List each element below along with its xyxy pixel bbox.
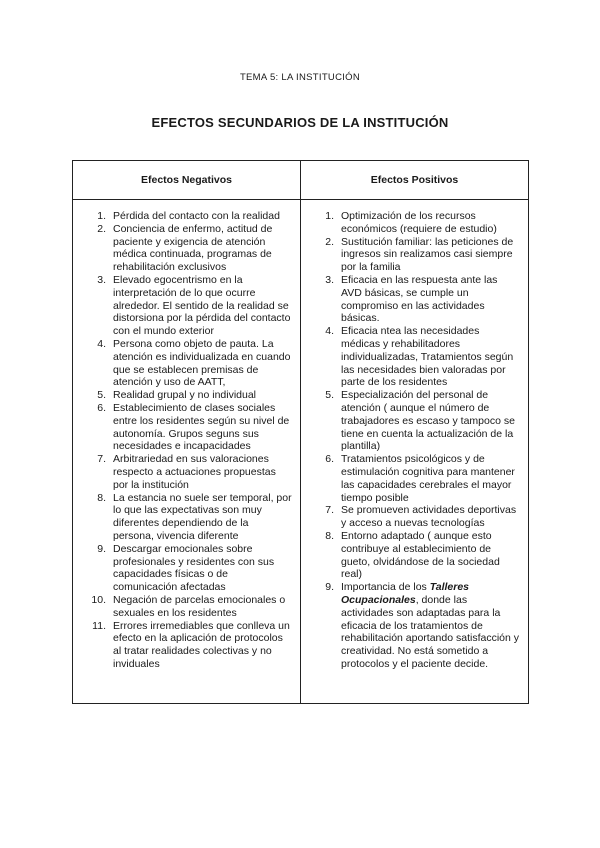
list-item <box>305 530 520 581</box>
item-text: Errores irremediables que conlleva un efecto en la aplicación de protocolos al tratar realidades colectivas y no inviduales <box>113 619 290 670</box>
item-text: La estancia no suele ser temporal, por lo que las expectativas son muy diferentes dependiendo de la persona, vivencia diferente <box>113 491 292 542</box>
list-item <box>77 543 292 594</box>
item-number: 7. <box>97 453 106 466</box>
list-item <box>77 492 292 543</box>
positive-effects-list <box>305 210 520 671</box>
document-title: EFECTOS SECUNDARIOS DE LA INSTITUCIÓN <box>151 115 449 130</box>
negative-effects-header: Efectos Negativos <box>73 161 301 200</box>
positive-effects-header: Efectos Positivos <box>301 161 529 200</box>
item-text: Optimización de los recursos económicos (requiere de estudio) <box>341 210 497 235</box>
item-text: Especialización del personal de atención ( aunque el número de trabajadores es escaso y tampoco se tiene en cuenta la actualización de la plantilla) <box>341 389 515 453</box>
item-text: Elevado egocentrismo en la interpretación de lo que ocurre alrededor. El sentido de la realidad se distorsiona por la pérdida del contacto con el mundo exterior <box>113 273 291 338</box>
list-item <box>77 402 292 453</box>
list-item <box>305 581 520 671</box>
item-text: Arbitrariedad en sus valoraciones respecto a actuaciones propuestas por la institución <box>113 453 276 491</box>
item-text: Sustitución familiar: las peticiones de ingresos sin realizamos casi siempre por la familia <box>341 235 514 274</box>
list-item <box>77 338 292 389</box>
item-text: Establecimiento de clases sociales entre los residentes según su nivel de autonomía. Grupos seguns sus necesidades e incapacidades <box>113 401 290 453</box>
list-item <box>305 504 520 530</box>
emphasis-text: Talleres Ocupacionales <box>341 581 470 606</box>
list-item <box>305 274 520 325</box>
item-number: 4. <box>325 325 334 338</box>
item-number: 10. <box>91 593 106 606</box>
item-number: 3. <box>325 273 334 286</box>
effects-table <box>72 160 529 704</box>
item-text: Pérdida del contacto con la realidad <box>113 210 280 222</box>
item-number: 9. <box>325 581 334 594</box>
item-text <box>341 581 520 671</box>
item-number: 3. <box>97 273 106 286</box>
item-number: 5. <box>325 389 334 402</box>
item-number: 6. <box>325 453 334 466</box>
negative-effects-cell <box>73 200 301 704</box>
list-item <box>77 453 292 491</box>
positive-effects-cell <box>301 200 529 704</box>
item-number: 1. <box>97 210 106 222</box>
list-item <box>77 389 292 402</box>
item-text: Eficacia en las respuesta ante las AVD básicas, se cumple un compromiso en las actividades básicas. <box>341 273 498 325</box>
page-header: TEMA 5: LA INSTITUCIÓN <box>239 72 361 83</box>
item-number: 11. <box>92 619 106 632</box>
item-text: Descargar emocionales sobre profesionales y residentes con sus capacidades físicas o de comunicación afectadas <box>113 542 275 594</box>
item-number: 4. <box>97 337 106 350</box>
item-number: 2. <box>325 235 334 248</box>
list-item <box>305 389 520 453</box>
item-text: Persona como objeto de pauta. La atención es individualizada en cuando que se establecen premisas de atención y uso de AATT, <box>113 337 291 389</box>
item-number: 1. <box>325 210 334 222</box>
item-number: 5. <box>97 389 106 402</box>
list-item <box>77 210 292 223</box>
item-number: 9. <box>97 542 106 555</box>
item-text: Realidad grupal y no individual <box>113 389 257 402</box>
list-item <box>77 620 292 671</box>
list-item <box>305 236 520 274</box>
item-text: Tratamientos psicológicos y de estimulación cognitiva para mantener las capacidades cerebrales el mayor tiempo posible <box>341 453 515 504</box>
list-item <box>77 594 292 620</box>
list-item <box>77 223 292 274</box>
item-text: Entorno adaptado ( aunque esto contribuye al establecimiento de gueto, olvidándose de la sociedad real) <box>341 529 500 581</box>
item-text: Negación de parcelas emocionales o sexuales en los residentes <box>113 593 286 619</box>
item-number: 7. <box>325 504 334 517</box>
item-text: Eficacia ntea las necesidades médicas y rehabilitadores individualizadas, Tratamientos según las necesidades bien valoradas por parte de los residentes <box>341 325 514 389</box>
list-item <box>305 453 520 504</box>
item-number: 8. <box>97 491 106 504</box>
item-text-start: Importancia de los <box>341 581 430 594</box>
list-item <box>305 325 520 389</box>
list-item <box>77 274 292 338</box>
negative-effects-list <box>77 210 292 671</box>
item-text: Se promueven actividades deportivas y acceso a nuevas tecnologías <box>341 504 517 530</box>
item-text-end: , donde las actividades son adaptadas para la eficacia de los tratamientos de rehabilitación aportando satisfacción y creatividad. No está sometido a protocolos y el paciente decide. <box>341 593 520 670</box>
item-text: Conciencia de enfermo, actitud de paciente y exigencia de atención médica continuada, programas de rehabilitación exclusivos <box>113 222 273 274</box>
item-number: 6. <box>97 401 106 414</box>
item-number: 2. <box>97 222 106 235</box>
list-item <box>305 210 520 236</box>
item-number: 8. <box>325 529 334 542</box>
